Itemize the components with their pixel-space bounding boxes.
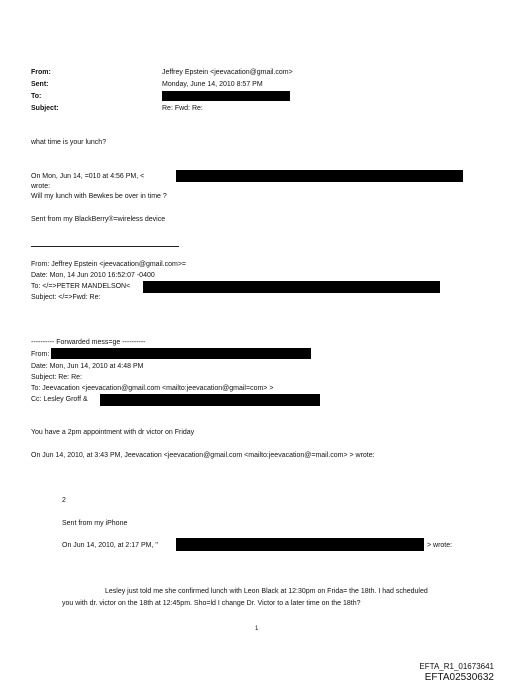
fm-cc: Cc: Lesley Groff & xyxy=(31,396,88,403)
separator-line xyxy=(31,246,179,247)
forwarded-message-header: ---------- Forwarded mess=ge ---------- xyxy=(31,339,146,346)
sent-label: Sent: xyxy=(31,81,49,88)
redaction-to xyxy=(162,91,290,101)
lesley-line-1: Lesley just told me she confirmed lunch with Leon Black at 12:30pm on Frida= the 18th. I had scheduled xyxy=(105,588,428,595)
fwd-subject: Subject: </=>Fwd: Re: xyxy=(31,294,101,301)
quote1-text: Will my lunch with Bewkes be over in time ? xyxy=(31,193,167,200)
fm-to: To: Jeevacation <jeevacation@gmail.com <mailto:jeevacation@gmail=com> > xyxy=(31,385,274,392)
from-value: Jeffrey Epstein <jeevacation@gmail.com> xyxy=(162,69,293,76)
fm-subject: Subject: Re: Re: xyxy=(31,374,82,381)
fwd-to: To: </=>PETER MANDELSON< xyxy=(31,283,131,290)
page-number: 1 xyxy=(255,626,259,632)
fm-date: Date: Mon, Jun 14, 2010 at 4:48 PM xyxy=(31,363,144,370)
blackberry-signature: Sent from my BlackBerry®=wireless device xyxy=(31,216,166,223)
bates-number-r1: EFTA_R1_01673641 xyxy=(419,662,494,671)
quote2-header: On Jun 14, 2010, at 3:43 PM, Jeevacation <jeevacation@gmail.com <mailto:jeevacation@=mail.com> > wrote: xyxy=(31,452,375,459)
to-label: To: xyxy=(31,93,42,100)
redaction-quote3 xyxy=(176,538,424,551)
redaction-fwd-to xyxy=(143,281,440,293)
quote1-wrote: wrote: xyxy=(31,183,51,190)
appointment-line: You have a 2pm appointment with dr victor on Friday xyxy=(31,429,195,436)
fm-from: From: xyxy=(31,351,50,358)
redaction-fm-from xyxy=(51,348,311,359)
body-line-question: what time is your lunch? xyxy=(31,139,107,146)
quote3-header: On Jun 14, 2010, at 2:17 PM, " xyxy=(62,542,158,549)
subject-value: Re: Fwd: Re: xyxy=(162,105,203,112)
quote1-header: On Mon, Jun 14, =010 at 4:56 PM, < xyxy=(31,173,145,180)
iphone-signature: Sent from my iPhone xyxy=(62,520,128,527)
redaction-fm-cc xyxy=(100,394,320,406)
fwd-from: From: Jeffrey Epstein <jeevacation@gmail.com>= xyxy=(31,261,187,268)
lesley-line-2: you with dr. victor on the 18th at 12:45pm. Sho=ld I change Dr. Victor to a later time on the 18th? xyxy=(62,600,361,607)
redaction-quote1 xyxy=(176,170,463,182)
subject-label: Subject: xyxy=(31,105,59,112)
sent-value: Monday, June 14, 2010 8:57 PM xyxy=(162,81,263,88)
number-two: 2 xyxy=(62,497,66,504)
from-label: From: xyxy=(31,69,51,76)
quote3-wrote: > wrote: xyxy=(427,542,453,549)
bates-number-efta: EFTA02530632 xyxy=(424,672,494,683)
fwd-date: Date: Mon, 14 Jun 2010 16:52:07 -0400 xyxy=(31,272,155,279)
